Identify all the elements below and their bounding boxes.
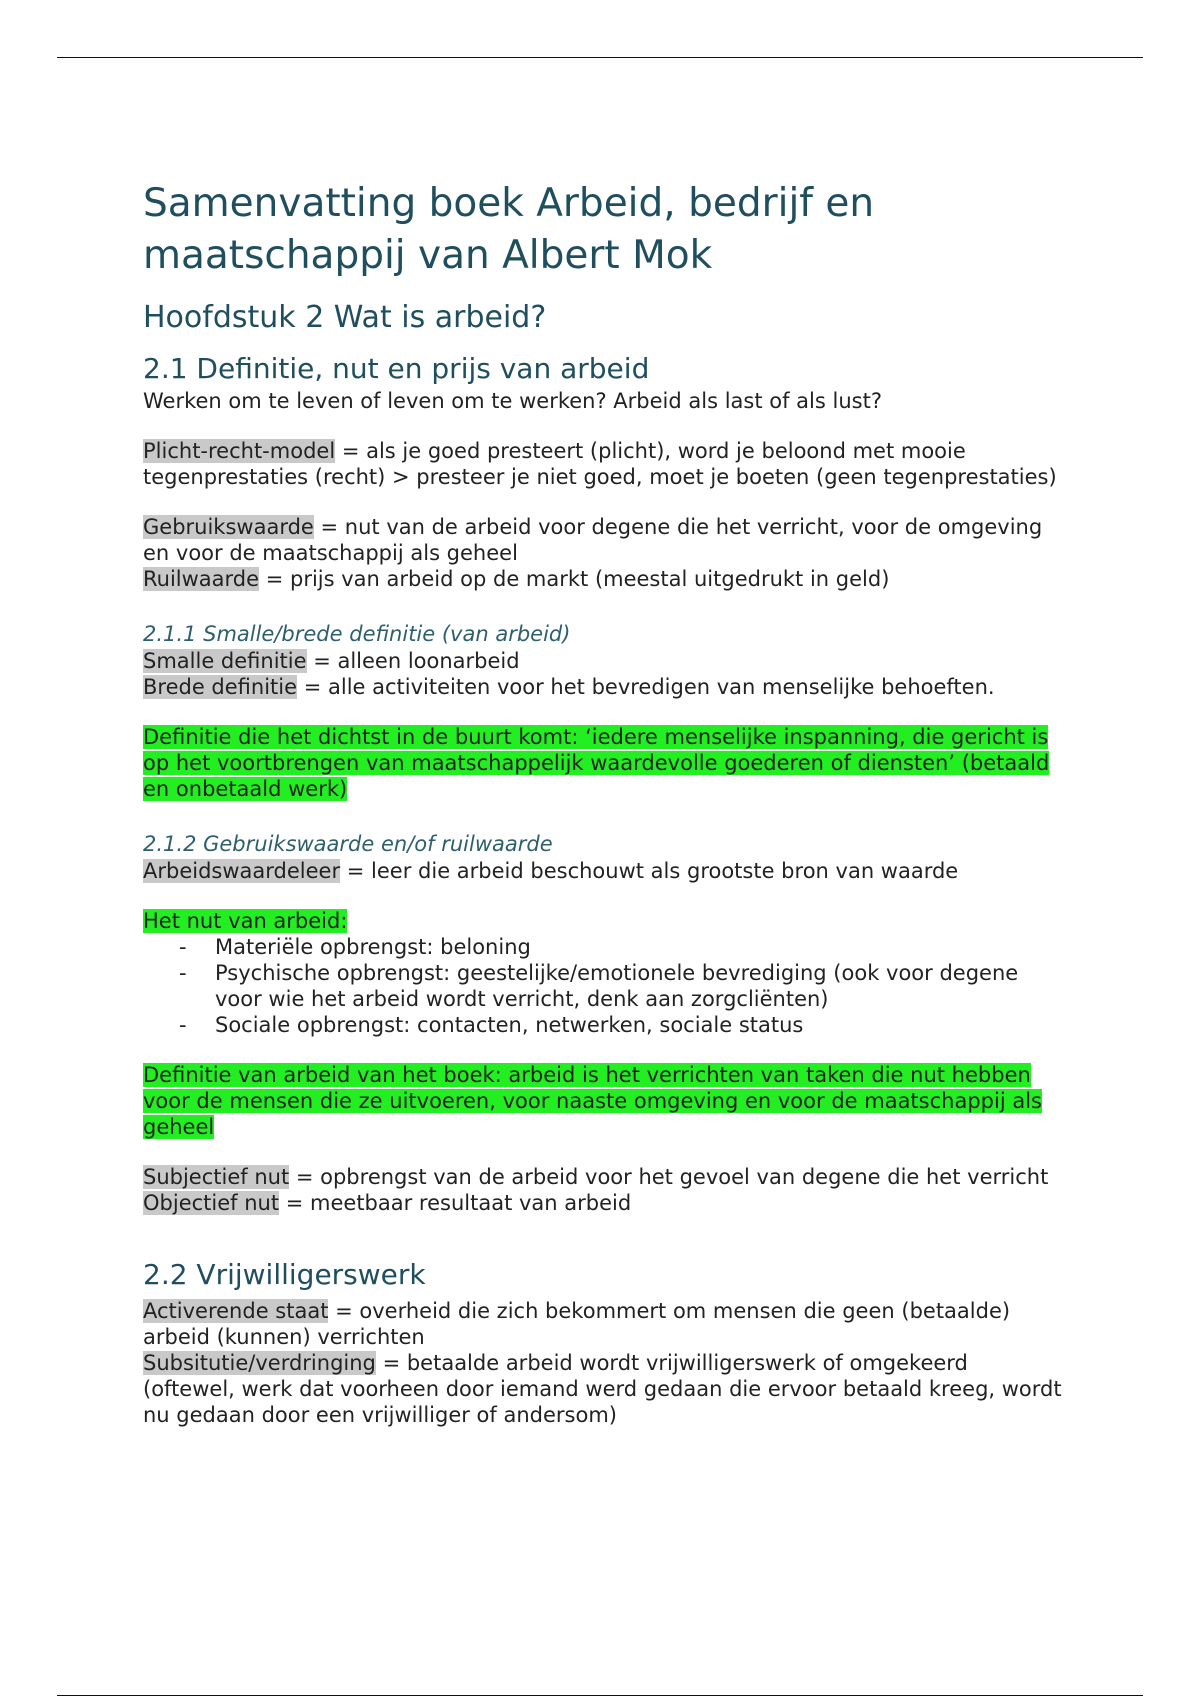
term-objectief-nut: Objectief nut (143, 1191, 280, 1215)
substitutie-paragraph (143, 1350, 1063, 1428)
intro-paragraph: Werken om te leven of leven om te werken? Arbeid als last of als lust? (143, 389, 882, 413)
boek-definitie-highlight: Definitie van arbeid van het boek: arbeid is het verrichten van taken die nut hebben voor de mensen die ze uitvoeren, voor naaste omgeving en voor de maatschappij als geheel (143, 1063, 1042, 1139)
nut-van-arbeid-list (143, 934, 1063, 1038)
term-smalle-definitie: Smalle definitie (143, 649, 307, 673)
objectief-nut-definition: = meetbaar resultaat van arbeid (279, 1191, 632, 1215)
objectief-nut-paragraph (143, 1190, 1063, 1216)
closest-definition-highlight: Definitie die het dichtst in de buurt komt: ‘iedere menselijke inspanning, die gericht is op het voortbrengen van maatschappelijk waardevolle goederen of diensten’ (betaald en onbetaald werk) (143, 725, 1050, 801)
term-brede-definitie: Brede definitie (143, 675, 298, 699)
arbeidswaardeleer-paragraph (143, 858, 1063, 884)
smalle-definitie-paragraph (143, 648, 1063, 674)
ruilwaarde-definition: = prijs van arbeid op de markt (meestal uitgedrukt in geld) (259, 567, 890, 591)
list-item: - Psychische opbrengst: geestelijke/emotionele bevrediging (ook voor degene voor wie het arbeid wordt verricht, denk aan zorgcliënten) (143, 960, 1063, 1012)
arbeidswaardeleer-definition: = leer die arbeid beschouwt als grootste bron van waarde (340, 859, 959, 883)
section-heading-2-1-2: 2.1.2 Gebruikswaarde en/of ruilwaarde (143, 832, 553, 856)
document-title: Samenvatting boek Arbeid, bedrijf en maatschappij van Albert Mok (143, 181, 875, 278)
smalle-definitie-definition: = alleen loonarbeid (306, 649, 520, 673)
term-arbeidswaardeleer: Arbeidswaardeleer (143, 859, 341, 883)
substitutie-definition: = betaalde arbeid wordt vrijwilligerswerk of omgekeerd (oftewel, werk dat voorheen door iemand werd gedaan die ervoor betaald kreeg, wordt nu gedaan door een vrijwilliger of andersom) (143, 1351, 1062, 1427)
nut-van-arbeid-heading (143, 908, 1063, 934)
section-heading-2-1-1: 2.1.1 Smalle/brede definitie (van arbeid) (143, 622, 571, 646)
subjectief-nut-paragraph (143, 1164, 1063, 1190)
boek-definitie-paragraph (143, 1062, 1063, 1140)
list-item: - Materiële opbrengst: beloning (143, 934, 1063, 960)
document-body (143, 178, 1063, 1428)
term-subsitutie-verdringing: Subsitutie/verdringing (143, 1351, 376, 1375)
nut-van-arbeid-highlight: Het nut van arbeid: (143, 909, 348, 933)
section-heading-2-2: 2.2 Vrijwilligerswerk (143, 1258, 426, 1291)
ruilwaarde-paragraph (143, 566, 1063, 592)
term-activerende-staat: Activerende staat (143, 1299, 329, 1323)
chapter-heading: Hoofdstuk 2 Wat is arbeid? (143, 300, 547, 335)
closest-definition-paragraph (143, 724, 1063, 802)
list-item: - Sociale opbrengst: contacten, netwerken, sociale status (143, 1012, 1063, 1038)
page-bottom-rule (57, 1695, 1143, 1696)
subjectief-nut-definition: = opbrengst van de arbeid voor het gevoel van degene die het verricht (289, 1165, 1049, 1189)
gebruikswaarde-definition: = nut van de arbeid voor degene die het verricht, voor de omgeving en voor de maatschappij als geheel (143, 515, 1043, 565)
brede-definitie-definition: = alle activiteiten voor het bevredigen van menselijke behoeften. (297, 675, 995, 699)
plicht-recht-paragraph (143, 438, 1063, 490)
term-ruilwaarde: Ruilwaarde (143, 567, 260, 591)
page-top-rule (57, 57, 1143, 58)
brede-definitie-paragraph (143, 674, 1063, 700)
activerende-staat-paragraph (143, 1298, 1063, 1350)
section-heading-2-1: 2.1 Definitie, nut en prijs van arbeid (143, 352, 650, 385)
term-plicht-recht-model: Plicht-recht-model (143, 439, 336, 463)
term-gebruikswaarde: Gebruikswaarde (143, 515, 314, 539)
activerende-staat-definition: = overheid die zich bekommert om mensen die geen (betaalde) arbeid (kunnen) verrichten (143, 1299, 1011, 1349)
plicht-recht-definition: = als je goed presteert (plicht), word je beloond met mooie tegenprestaties (recht) > presteer je niet goed, moet je boeten (geen tegenprestaties) (143, 439, 1057, 489)
term-subjectief-nut: Subjectief nut (143, 1165, 290, 1189)
gebruikswaarde-paragraph (143, 514, 1063, 566)
